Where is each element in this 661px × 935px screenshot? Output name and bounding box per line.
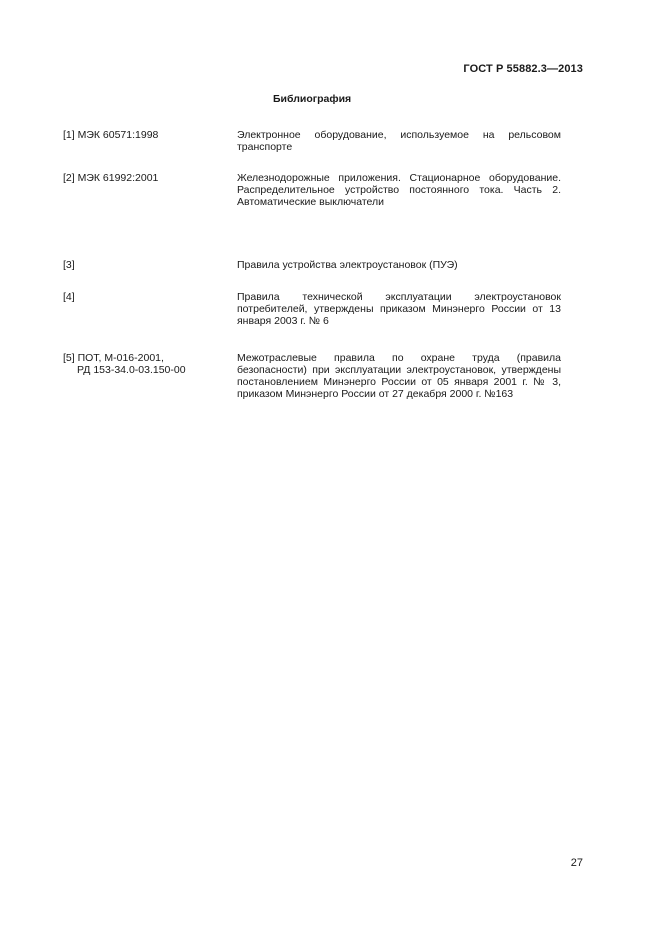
entry-reference-line1: [5] ПОТ, М-016-2001, bbox=[63, 352, 164, 364]
page-number: 27 bbox=[570, 857, 583, 869]
entry-reference-line1: [2] МЭК 61992:2001 bbox=[63, 172, 159, 184]
entry-reference bbox=[63, 291, 228, 303]
entry-reference-line1: [1] МЭК 60571:1998 bbox=[63, 129, 159, 141]
entry-reference-line1: [4] bbox=[63, 291, 75, 303]
entry-description: Правила устройства электроустановок (ПУЭ) bbox=[237, 259, 458, 271]
section-title: Библиография bbox=[273, 93, 352, 105]
entry-reference bbox=[63, 172, 228, 184]
entry-reference bbox=[63, 259, 228, 271]
entry-reference-line2: РД 153-34.0-03.150-00 bbox=[77, 364, 186, 376]
standard-code: ГОСТ Р 55882.3—2013 bbox=[463, 63, 583, 75]
entry-reference-line1: [3] bbox=[63, 259, 75, 271]
entry-description: Железнодорожные приложения. Стационарное оборудование. Распределительное устройство постоянного тока. Часть 2. Автоматические выключатели bbox=[237, 172, 561, 208]
entry-description: Правила технической эксплуатации электроустановок потребителей, утверждены приказом Минэнерго России от 13 января 2003 г. № 6 bbox=[237, 291, 561, 327]
entry-reference bbox=[63, 129, 228, 141]
entry-reference bbox=[63, 352, 228, 376]
entry-description: Межотраслевые правила по охране труда (правила безопасности) при эксплуатации электроустановок, утверждены постановлением Минэнерго России от 05 января 2001 г. № 3, приказом Минэнерго России от 27 декабря 2000 г. №163 bbox=[237, 352, 561, 400]
entry-description: Электронное оборудование, используемое на рельсовом транспорте bbox=[237, 129, 561, 153]
